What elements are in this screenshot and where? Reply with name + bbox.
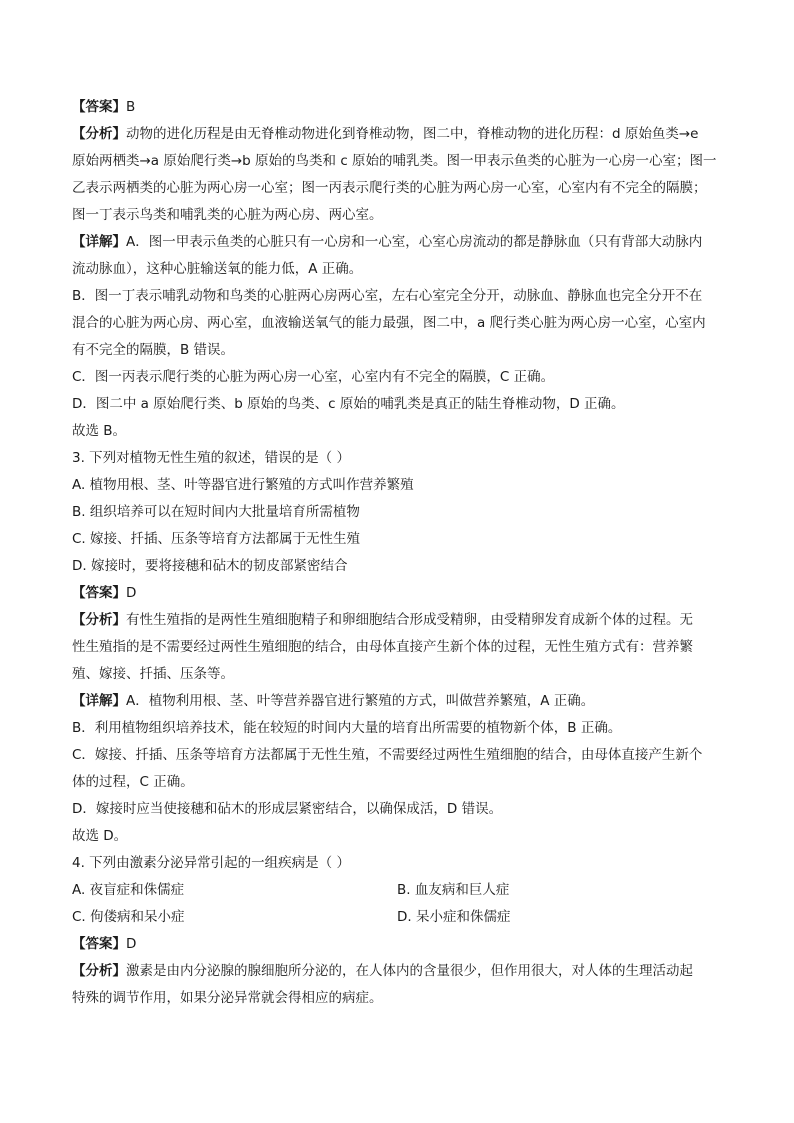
text-line xyxy=(72,229,728,256)
line-text: 有性生殖指的是两性生殖细胞精子和卵细胞结合形成受精卵，由受精卵发育成新个体的过程。无 xyxy=(126,612,693,628)
text-line xyxy=(72,715,728,742)
line-text: 动物的进化历程是由无脊椎动物进化到脊椎动物，图二中，脊椎动物的进化历程：d 原始鱼类→e xyxy=(126,126,699,142)
option-line xyxy=(72,526,728,553)
text-line xyxy=(72,202,728,229)
line-text: 原始两栖类→a 原始爬行类→b 原始的鸟类和 c 原始的哺乳类。图一甲表示鱼类的心脏为一心房一心室；图一 xyxy=(72,153,717,169)
option-b: B. 血友病和巨人症 xyxy=(397,882,510,898)
answer-tag: 【答案】 xyxy=(72,936,126,952)
line-text: A．植物利用根、茎、叶等营养器官进行繁殖的方式，叫做营养繁殖，A 正确。 xyxy=(126,693,595,709)
text-line xyxy=(72,823,728,850)
answer-tag: 【答案】 xyxy=(72,585,126,601)
line-text: A. 植物用根、茎、叶等器官进行繁殖的方式叫作营养繁殖 xyxy=(72,477,414,493)
text-line xyxy=(72,769,728,796)
text-line xyxy=(72,742,728,769)
line-text: 图一丁表示鸟类和哺乳类的心脏为两心房、两心室。 xyxy=(72,207,383,223)
text-line xyxy=(72,148,728,175)
line-text: B．图一丁表示哺乳动物和鸟类的心脏两心房两心室，左右心室完全分开，动脉血、静脉血也完全分开不在 xyxy=(72,288,703,304)
line-text: B xyxy=(126,99,136,115)
option-row xyxy=(72,904,728,931)
text-line xyxy=(72,337,728,364)
analysis-tag: 【分析】 xyxy=(72,612,126,628)
text-line xyxy=(72,418,728,445)
text-line xyxy=(72,634,728,661)
question-stem xyxy=(72,445,728,472)
question-stem xyxy=(72,850,728,877)
option-line xyxy=(72,553,728,580)
text-line xyxy=(72,607,728,634)
line-text: D．图二中 a 原始爬行类、b 原始的鸟类、c 原始的哺乳类是真正的陆生脊椎动物，D 正确。 xyxy=(72,396,625,412)
text-line xyxy=(72,580,728,607)
option-a: A. 夜盲症和侏儒症 xyxy=(72,882,185,898)
text-line xyxy=(72,310,728,337)
line-text: 殖、嫁接、扦插、压条等。 xyxy=(72,666,234,682)
text-line xyxy=(72,931,728,958)
analysis-tag: 【分析】 xyxy=(72,126,126,142)
text-line xyxy=(72,796,728,823)
option-c: C. 佝偻病和呆小症 xyxy=(72,909,185,925)
line-text: 激素是由内分泌腺的腺细胞所分泌的，在人体内的含量很少，但作用很大，对人体的生理活动起 xyxy=(126,963,693,979)
line-text: 特殊的调节作用，如果分泌异常就会得相应的病症。 xyxy=(72,990,383,1006)
line-text: D. 嫁接时，要将接穗和砧木的韧皮部紧密结合 xyxy=(72,558,348,574)
analysis-tag: 【分析】 xyxy=(72,963,126,979)
line-text: D．嫁接时应当使接穗和砧木的形成层紧密结合，以确保成活，D 错误。 xyxy=(72,801,503,817)
text-line xyxy=(72,283,728,310)
line-text: 混合的心脏为两心房、两心室，血液输送氧气的能力最强，图二中，a 爬行类心脏为两心房一心室，心室内 xyxy=(72,315,706,331)
line-text: A．图一甲表示鱼类的心脏只有一心房和一心室，心室心房流动的都是静脉血（只有背部大动脉内 xyxy=(126,234,703,250)
line-text: 乙表示两栖类的心脏为两心房一心室；图一丙表示爬行类的心脏为两心房一心室，心室内有不完全的隔膜； xyxy=(72,180,707,196)
line-text: B. 组织培养可以在短时间内大批量培育所需植物 xyxy=(72,504,360,520)
line-text: 有不完全的隔膜，B 错误。 xyxy=(72,342,235,358)
text-line xyxy=(72,175,728,202)
detail-tag: 【详解】 xyxy=(72,234,126,250)
line-text: C．图一丙表示爬行类的心脏为两心房一心室，心室内有不完全的隔膜，C 正确。 xyxy=(72,369,555,385)
text-line xyxy=(72,121,728,148)
line-text: 性生殖指的是不需要经过两性生殖细胞的结合，由母体直接产生新个体的过程，无性生殖方式有：营养繁 xyxy=(72,639,693,655)
line-text: B．利用植物组织培养技术，能在较短的时间内大量的培育出所需要的植物新个体，B 正确。 xyxy=(72,720,622,736)
text-line xyxy=(72,94,728,121)
option-line xyxy=(72,499,728,526)
line-text: 故选 B。 xyxy=(72,423,127,439)
detail-tag: 【详解】 xyxy=(72,693,126,709)
text-line xyxy=(72,688,728,715)
line-text: C．嫁接、扦插、压条等培育方法都属于无性生殖，不需要经过两性生殖细胞的结合，由母体直接产生新个 xyxy=(72,747,703,763)
line-text: 4. 下列由激素分泌异常引起的一组疾病是（ ） xyxy=(72,855,350,871)
option-line xyxy=(72,472,728,499)
line-text: D xyxy=(126,585,137,601)
option-row xyxy=(72,877,728,904)
answer-tag: 【答案】 xyxy=(72,99,126,115)
text-line xyxy=(72,364,728,391)
line-text: 故选 D。 xyxy=(72,828,128,844)
text-line xyxy=(72,661,728,688)
document-page xyxy=(72,94,728,1012)
line-text: D xyxy=(126,936,137,952)
line-text: C. 嫁接、扦插、压条等培育方法都属于无性生殖 xyxy=(72,531,361,547)
line-text: 体的过程，C 正确。 xyxy=(72,774,194,790)
text-line xyxy=(72,985,728,1012)
option-d: D. 呆小症和侏儒症 xyxy=(397,909,511,925)
text-line xyxy=(72,958,728,985)
text-line xyxy=(72,391,728,418)
text-line xyxy=(72,256,728,283)
line-text: 流动脉血），这种心脏输送氧的能力低，A 正确。 xyxy=(72,261,363,277)
line-text: 3. 下列对植物无性生殖的叙述，错误的是（ ） xyxy=(72,450,350,466)
